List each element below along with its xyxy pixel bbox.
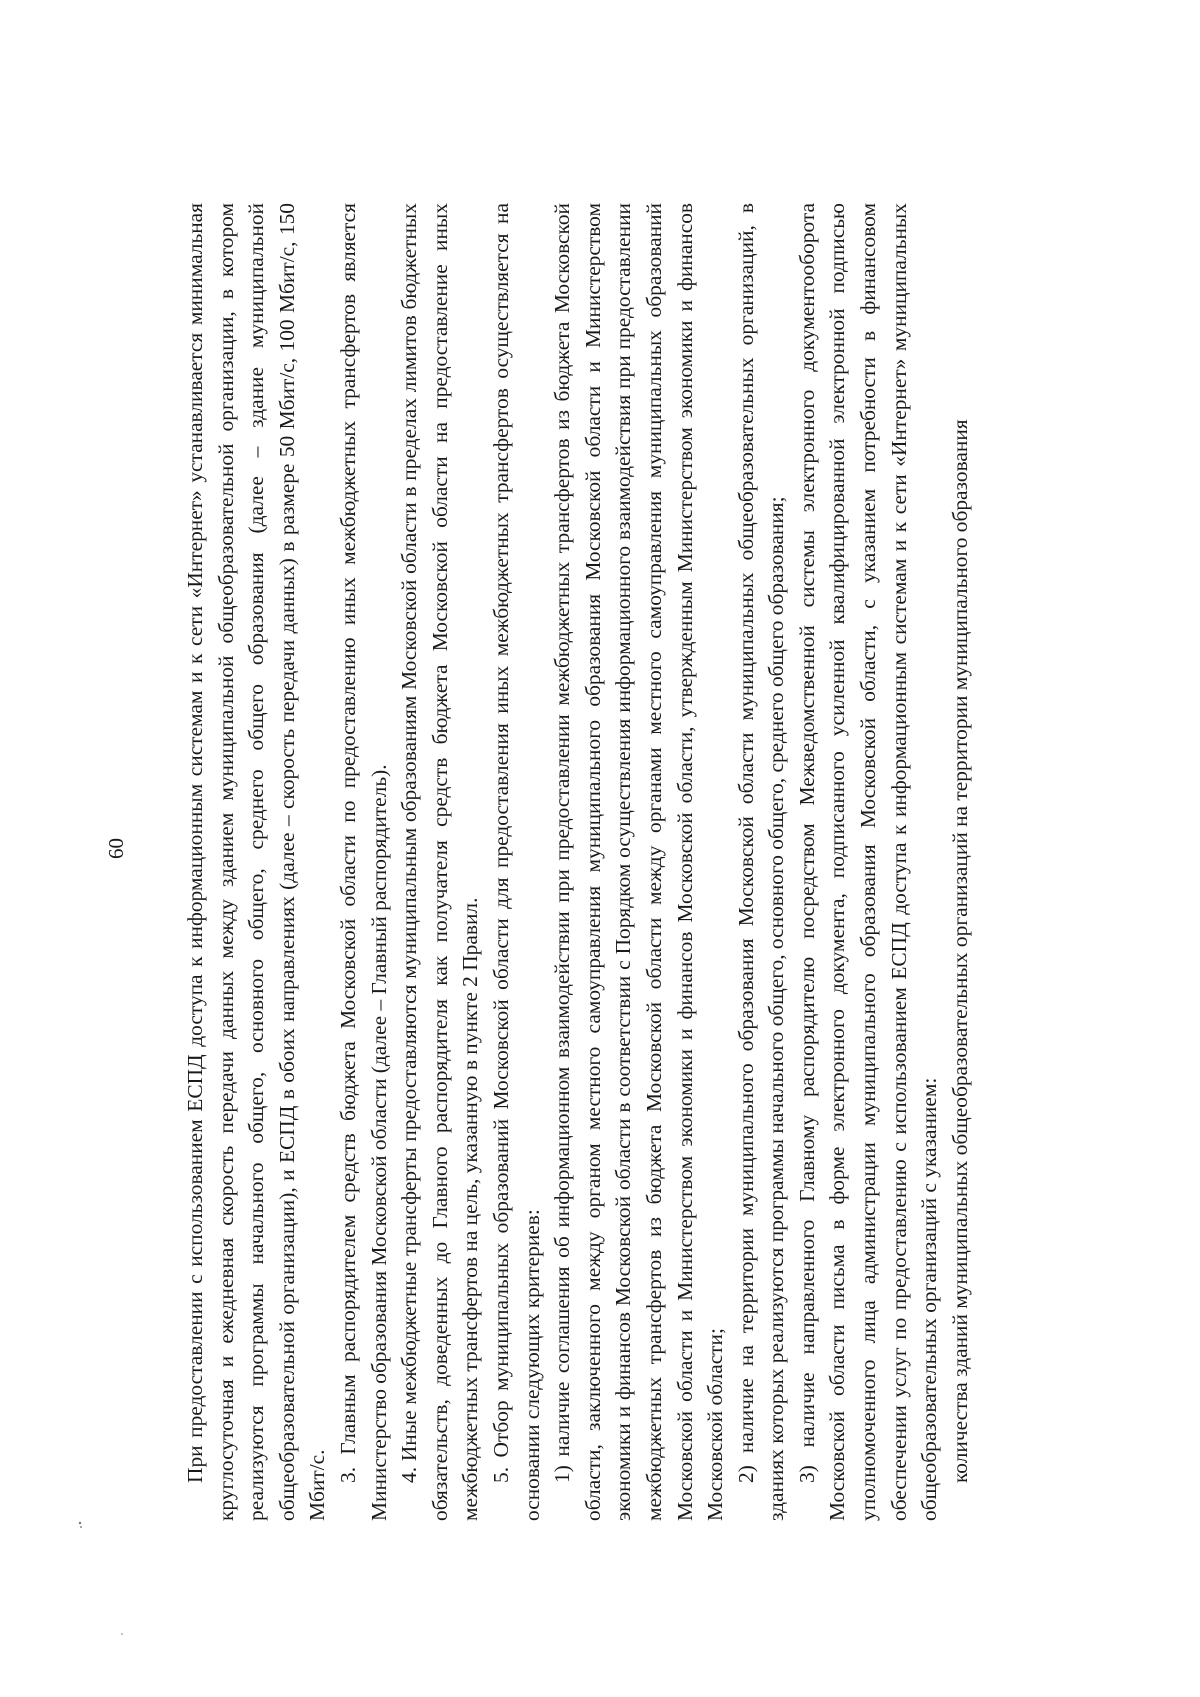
body-text [180,203,975,1521]
criterion-2-schools-present: 2) наличие на территории муниципального образования Московской области муниципальных общеобразовательных организаций, в зданиях которых реализуются программы начального общего, основного общего, среднего общего образования; [733,203,789,1521]
page-number: 60 [104,838,128,859]
criterion-3-building-count: количества зданий муниципальных общеобразовательных организаций на территории муниципального образования [947,419,972,1483]
paragraph-3-main-administrator: 3. Главным распорядителем средств бюджета Московской области по предоставлению иных межбюджетных трансфертов является Министерство образования Московской области (далее – Главный распорядитель). [335,203,391,1521]
criterion-3-letter: 3) наличие направленного Главному распорядителю посредством Межведомственной системы электронного документооборота Московской области письма в форме электронного документа, подписанного усиленной квалифицированной электронной подписью уполномоченного лица администрации муниципального образования Московской области, с указанием потребности в финансовом обеспечении услуг по предоставлению с использованием ЕСПД доступа к информационным системам и к сети «Интернет» муниципальных общеобразовательных организаций с указанием: [794,203,942,1521]
paragraph-4-budget-limits: 4. Иные межбюджетные трансферты предоставляются муниципальным образованиям Московской области в пределах лимитов бюджетных обязательств, доведенных до Главного распорядителя как получателя средств бюджета Московской области на предоставление иных межбюджетных трансфертов на цель, указанную в пункте 2 Правил. [397,203,483,1521]
paragraph-internet-access-speed: При предоставлении с использованием ЕСПД доступа к информационным системам и к сети «Интернет» устанавливается минимальная круглосуточная и ежедневная скорость передачи данных между зданием муниципальной общеобразовательной организации, в котором реализуются программы начального общего, основного общего, среднего общего образования (далее – здание муниципальной общеобразовательной организации), и ЕСПД в обоих направлениях (далее – скорость передачи данных) в размере 50 Мбит/с, 100 Мбит/с, 150 Мбит/с. [183,203,330,1521]
paragraph-5-selection-criteria: 5. Отбор муниципальных образований Московской области для предоставления иных межбюджетных трансфертов осуществляется на основании следующих критериев: [488,203,544,1521]
criterion-1-agreement: 1) наличие соглашения об информационном взаимодействии при предоставлении межбюджетных трансфертов из бюджета Московской области, заключенного между органом местного самоуправления муниципального образования Московской области и Министерством экономики и финансов Московской области в соответствии с Порядком осуществления информационного взаимодействия при предоставлении межбюджетных трансфертов из бюджета Московской области между органами местного самоуправления муниципальных образований Московской области и Министерством экономики и финансов Московской области, утвержденным Министерством экономики и финансов Московской области; [550,203,728,1521]
